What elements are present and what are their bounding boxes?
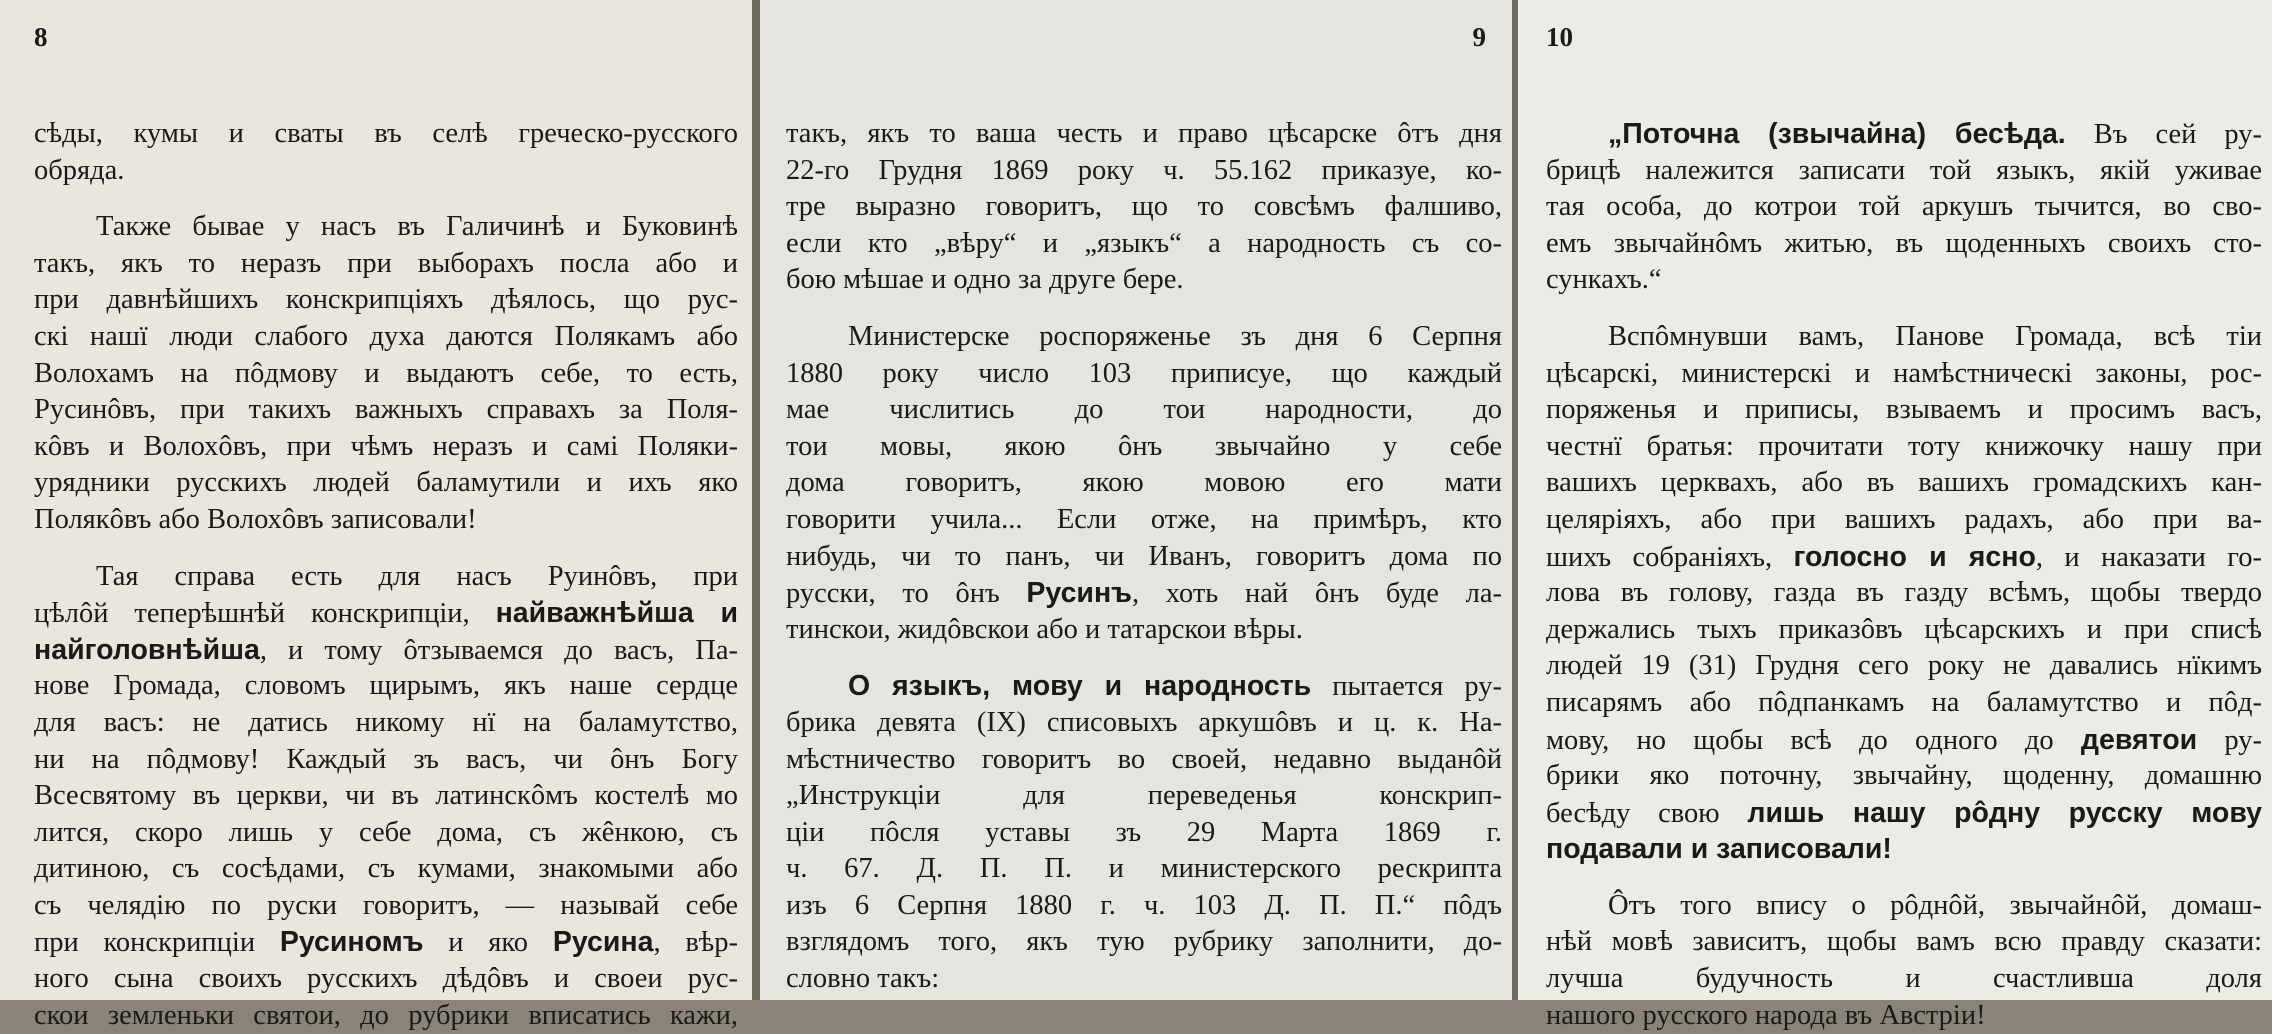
text-line — [1546, 888, 2262, 925]
bold-text: подавали и записовали! — [1546, 833, 1892, 866]
text-line — [1546, 226, 2262, 263]
text-span: такъ, якъ то ваша честь и право цѣсарске ôтъ дня — [786, 118, 1502, 149]
text-span: писарямъ або пôдпанкамъ на баламутство и пôд- — [1546, 686, 2262, 718]
text-line — [34, 116, 738, 153]
text-line — [786, 319, 1502, 356]
text-line — [786, 668, 1502, 705]
text-span: кôвъ и Волохôвъ, при чѣмъ неразъ и самі Поляки- — [34, 430, 738, 462]
page-text — [786, 116, 1502, 998]
bold-text: „Поточна (звычайна) бесѣда. — [1608, 118, 2066, 150]
text-span: если кто „вѣру“ и „языкъ“ а народность съ со- — [786, 227, 1502, 259]
text-span: Также бываe у насъ въ Галичинѣ и Буковинѣ — [96, 211, 738, 243]
bold-text: найважнѣйша и — [495, 597, 738, 630]
text-span: , и наказати го- — [2035, 541, 2262, 573]
text-span: нѣй мовѣ зависитъ, щобы вамъ всю правду сказати: — [1546, 926, 2262, 958]
text-line — [786, 888, 1502, 925]
text-span: скои земленьки святои, до рубрики вписатись кажи, — [34, 999, 738, 1031]
text-span: урядники русскихъ людей баламутили и ихъ яко — [34, 467, 738, 499]
text-line — [1546, 648, 2262, 685]
text-line — [34, 319, 738, 356]
text-span: дитиною, съ сосѣдами, съ кумами, знакомыми або — [34, 853, 738, 885]
text-line — [1546, 998, 2262, 1034]
text-line — [34, 429, 738, 466]
text-span: , вѣр- — [653, 927, 739, 959]
text-line — [1546, 685, 2262, 722]
text-line — [786, 815, 1502, 852]
text-line — [786, 116, 1502, 153]
text-line — [34, 246, 738, 283]
text-line — [786, 778, 1502, 815]
text-line — [1546, 319, 2262, 356]
text-line — [34, 559, 738, 596]
bold-text: девятои — [2080, 723, 2198, 756]
text-line — [34, 595, 738, 632]
page-number: 8 — [34, 22, 48, 52]
text-span: ціи пôсля уставы зъ 29 Марта 1869 г. — [786, 816, 1502, 848]
text-span: цѣсарскі, министерскі и намѣстническі законы, рос- — [1546, 357, 2262, 389]
text-line — [1546, 189, 2262, 226]
text-line — [786, 705, 1502, 742]
bold-text: Русиномъ — [279, 926, 424, 959]
text-line — [34, 961, 738, 998]
text-span: и яко — [423, 927, 553, 959]
text-span: „Инструкціи для переведенья конскрип- — [786, 780, 1502, 812]
text-span: , хоть най ôнъ буде ла- — [1131, 578, 1502, 610]
text-line — [34, 851, 738, 888]
text-span: нашого русского народа въ Австріи! — [1546, 999, 1986, 1031]
text-line — [34, 998, 738, 1034]
text-line — [34, 282, 738, 319]
text-span: бесѣду свою — [1546, 797, 1748, 829]
text-line — [34, 356, 738, 393]
text-line — [1546, 539, 2262, 576]
page-number: 10 — [1546, 22, 1573, 52]
text-span: брики яко поточну, звычайну, щоденну, домашню — [1546, 760, 2262, 792]
text-span: Волохамъ на пôдмову и выдаютъ себе, то есть, — [34, 357, 738, 389]
text-span: Министерске роспоряженье зъ дня 6 Серпня — [848, 320, 1502, 352]
text-span: вашихъ церквахъ, або въ вашихъ громадскихъ кан- — [1546, 467, 2262, 499]
text-span: Тая справа есть для насъ Руинôвъ, при — [96, 560, 738, 592]
text-span: говорити учила... Если отже, на примѣръ, кто — [786, 503, 1502, 535]
page-gutter — [752, 0, 760, 1000]
text-line — [34, 465, 738, 502]
text-span: ру- — [2197, 724, 2262, 756]
text-line — [34, 153, 738, 190]
text-span: сункахъ.“ — [1546, 264, 1662, 296]
text-span: лучша будучность и счастливша доля — [1546, 963, 2262, 995]
text-span: при давнѣйшихъ конскрипціяхъ дѣялось, що рус- — [34, 284, 738, 316]
text-span: брицѣ належится записати той языкъ, якій уживае — [1546, 154, 2262, 186]
text-line — [1546, 961, 2262, 998]
text-span: нибудь, чи то панъ, чи Иванъ, говоритъ дома по — [786, 540, 1502, 572]
text-span: , и тому ôтзываемся до васъ, Па- — [259, 634, 738, 666]
text-span: тая особа, до котрои той аркушъ тычится, во сво- — [1546, 191, 2262, 223]
text-line — [1546, 924, 2262, 961]
text-span: бою мѣшае и одно за друге бере. — [786, 264, 1184, 296]
text-line — [786, 612, 1502, 649]
text-span: мѣстничество говоритъ во своей, недавно выданôй — [786, 743, 1502, 775]
text-span: Полякôвъ або Волохôвъ записовали! — [34, 503, 477, 535]
text-line — [786, 924, 1502, 961]
text-span: ного сына своихъ русскихъ дѣдôвъ и своеи рус- — [34, 963, 738, 995]
text-line — [786, 742, 1502, 779]
text-span: тинскои, жидôвскои або и татарскои вѣры. — [786, 613, 1303, 645]
text-span: Русинôвъ, при такихъ важныхъ справахъ за Поля- — [34, 394, 738, 426]
text-span: мову, но щобы всѣ до одного до — [1546, 724, 2081, 756]
text-span: русски, то ôнъ — [786, 578, 1027, 610]
text-span: брика девята (IX) списовыхъ аркушôвъ и ц. к. На- — [786, 706, 1502, 738]
text-span: при конскрипціи — [34, 927, 280, 959]
text-span: шихъ собраніяхъ, — [1546, 541, 1794, 573]
text-span: 1880 року число 103 приписуе, що каждый — [786, 357, 1502, 389]
text-line — [34, 668, 738, 705]
text-span: Ôтъ того вписy о рôднôй, звычайнôй, домаш- — [1608, 889, 2262, 921]
text-line — [1546, 262, 2262, 299]
text-line — [786, 539, 1502, 576]
text-line — [34, 392, 738, 429]
text-span: мае числитись до тои народности, до — [786, 394, 1502, 426]
text-line — [1546, 575, 2262, 612]
bold-text: Русина — [552, 926, 654, 959]
text-line — [1546, 502, 2262, 539]
text-span: держались тыхъ приказôвъ цѣсарскихъ и при списѣ — [1546, 613, 2262, 645]
text-line — [786, 851, 1502, 888]
page-9 — [760, 0, 1512, 1000]
text-span: съ челядію по руски говоритъ, — называй себе — [34, 889, 738, 921]
text-span: цѣлôй теперѣшнѣй конскрипціи, — [34, 598, 496, 630]
text-line — [1546, 612, 2262, 649]
text-line — [786, 356, 1502, 393]
text-line — [786, 153, 1502, 190]
text-span: словно такъ: — [786, 963, 940, 995]
text-span: лится, скоро лишь у себе дома, съ жêнкою, съ — [34, 816, 738, 848]
text-span: честнї братья: прочитати тоту книжочку нашу при — [1546, 430, 2262, 462]
text-span: пытается ру- — [1311, 671, 1503, 703]
text-span: дома говоритъ, якою мовою его мати — [786, 467, 1502, 499]
page-number: 9 — [1472, 22, 1486, 52]
text-line — [34, 742, 738, 779]
text-span: обряда. — [34, 154, 125, 186]
text-span: изъ 6 Серпня 1880 г. ч. 103 Д. П. П.“ пôдъ — [786, 889, 1502, 921]
text-line — [34, 924, 738, 961]
text-line — [1546, 429, 2262, 466]
text-line — [34, 502, 738, 539]
text-line — [34, 632, 738, 669]
text-line — [34, 815, 738, 852]
page-10 — [1518, 0, 2272, 1031]
page-8 — [0, 0, 752, 1031]
bold-text: лишь нашу рôдну русску мову — [1747, 796, 2263, 829]
text-span: тре выразно говоритъ, що то совсѣмъ фалшиво, — [786, 191, 1502, 223]
text-span: 22-го Грудня 1869 року ч. 55.162 приказуе, ко- — [786, 154, 1502, 186]
text-line — [786, 392, 1502, 429]
text-span: Всесвятому въ церкви, чи въ латинскôмъ костелѣ мо — [34, 780, 738, 812]
text-line — [1546, 722, 2262, 759]
text-line — [786, 502, 1502, 539]
text-line — [34, 209, 738, 246]
text-line — [1546, 831, 2262, 868]
text-line — [1546, 153, 2262, 190]
text-span: Въ сей ру- — [2065, 119, 2263, 150]
text-span: тои мовы, якою ôнъ звычайно у себе — [786, 430, 1502, 462]
text-line — [786, 429, 1502, 466]
text-span: лова въ голову, газда въ газду всѣмъ, щобы твердо — [1546, 577, 2262, 609]
bold-text: голосно и ясно — [1793, 540, 2036, 573]
text-span: ч. 67. Д. П. П. и министерского рескрипта — [786, 853, 1502, 885]
text-line — [34, 888, 738, 925]
text-line — [786, 226, 1502, 263]
text-span: ни на пôдмову! Каждый зъ васъ, чи ôнъ Богу — [34, 743, 738, 775]
text-line — [1546, 465, 2262, 502]
text-line — [1546, 116, 2262, 153]
text-span: для васъ: не датись никому нї на баламутство, — [34, 706, 738, 738]
text-line — [1546, 758, 2262, 795]
text-span: скі нашї люди слабого духа даются Полякамъ або — [34, 320, 738, 352]
page-text — [1546, 116, 2262, 1034]
text-span: Вспôмнувши вамъ, Панове Громада, всѣ тіи — [1608, 320, 2262, 352]
text-span: целяріяхъ, або при вашихъ радахъ, або при ва- — [1546, 503, 2262, 535]
text-line — [786, 465, 1502, 502]
text-line — [1546, 356, 2262, 393]
text-line — [34, 778, 738, 815]
text-span: поряженья и приписы, взываемъ и просимъ васъ, — [1546, 394, 2262, 426]
text-line — [786, 575, 1502, 612]
bold-text: Русинъ — [1026, 577, 1132, 610]
page-text — [34, 116, 738, 1034]
text-span: людей 19 (31) Грудня сего року не давались нїкимъ — [1546, 650, 2262, 682]
text-line — [786, 189, 1502, 226]
bold-text: О языкъ, мову и народность — [848, 670, 1312, 703]
bold-text: найголовнѣйша — [34, 633, 260, 666]
text-line — [1546, 795, 2262, 832]
text-line — [34, 705, 738, 742]
text-span: такъ, якъ то неразъ при выборахъ посла або и — [34, 247, 738, 279]
text-line — [786, 961, 1502, 998]
text-line — [1546, 392, 2262, 429]
text-line — [786, 262, 1502, 299]
text-span: сѣды, кумы и сваты въ селѣ греческо-русского — [34, 118, 738, 149]
text-span: нове Громада, словомъ щирымъ, якъ наше сердце — [34, 670, 738, 702]
text-span: взглядомъ того, якъ тую рубрику заполнити, до- — [786, 926, 1502, 958]
text-span: емъ звычайнôмъ житью, въ щоденныхъ своихъ сто- — [1546, 227, 2262, 259]
